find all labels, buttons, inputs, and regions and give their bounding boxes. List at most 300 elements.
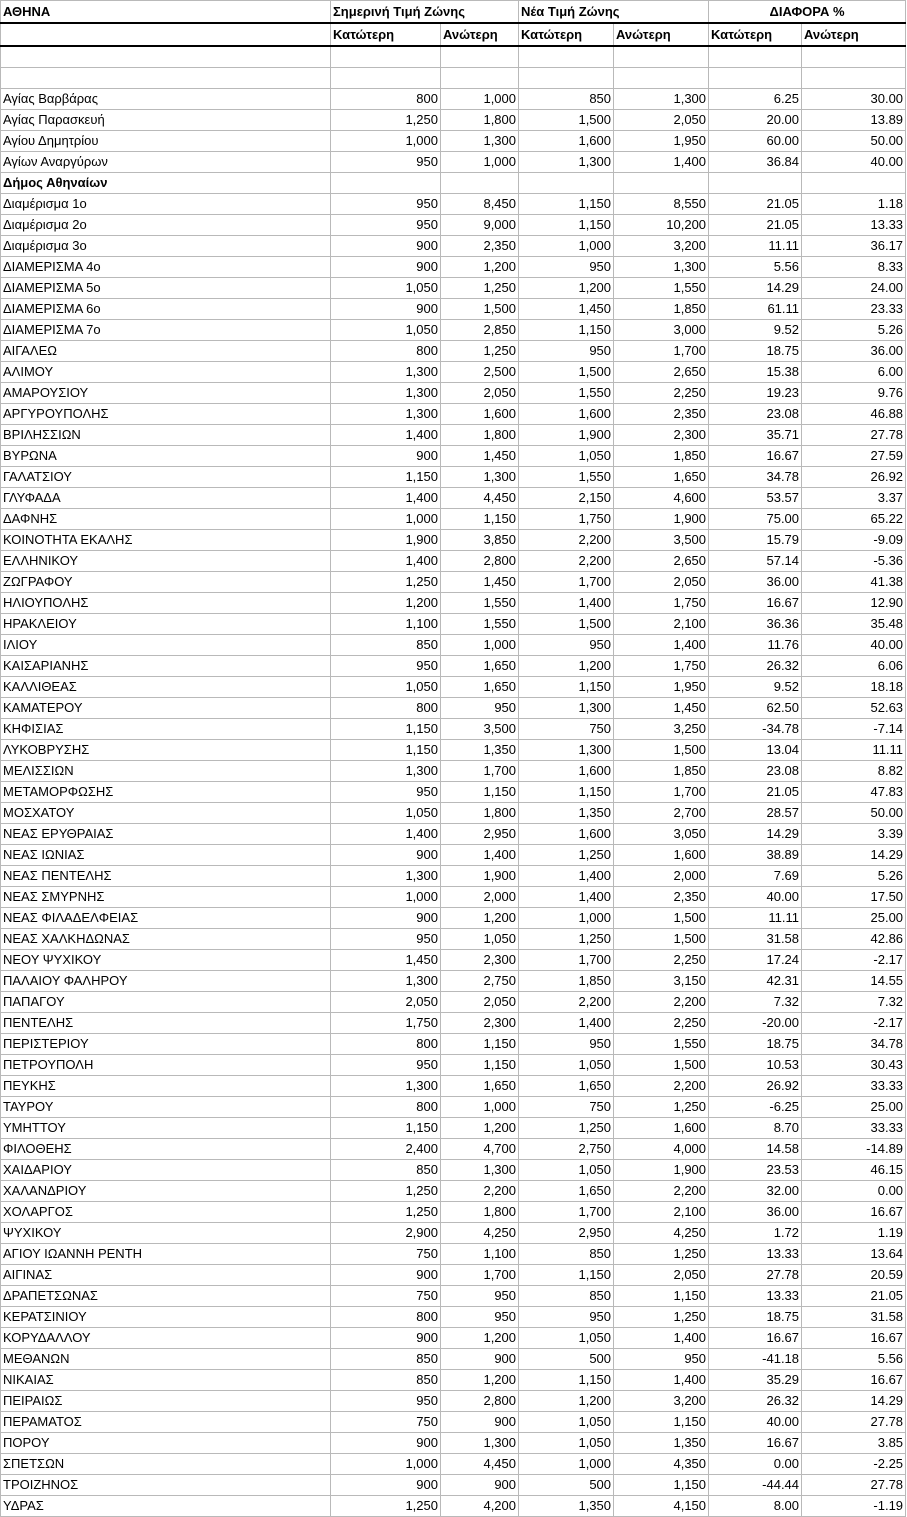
current-upper-cell <box>441 173 519 194</box>
table-row <box>1 1412 906 1433</box>
area-name-cell: ΚΑΜΑΤΕΡΟΥ <box>1 698 331 719</box>
current-upper-cell: 900 <box>441 1349 519 1370</box>
area-name-cell: ΑΓΙΟΥ ΙΩΑΝΝΗ ΡΕΝΤΗ <box>1 1244 331 1265</box>
diff-upper-cell: 13.33 <box>802 215 906 236</box>
diff-upper-cell: 11.11 <box>802 740 906 761</box>
new-upper-cell: 2,200 <box>614 1181 709 1202</box>
new-upper-cell: 2,700 <box>614 803 709 824</box>
current-upper-cell: 1,200 <box>441 1328 519 1349</box>
current-lower-cell: 750 <box>331 1412 441 1433</box>
area-name-cell: Διαμέρισμα 2ο <box>1 215 331 236</box>
current-upper-cell: 900 <box>441 1412 519 1433</box>
table-row <box>1 1202 906 1223</box>
diff-lower-cell: 21.05 <box>709 215 802 236</box>
table-row <box>1 1475 906 1496</box>
table-row <box>1 866 906 887</box>
new-lower-cell: 1,700 <box>519 1202 614 1223</box>
difference-header: ΔΙΑΦΟΡΑ % <box>709 1 906 24</box>
table-row <box>1 446 906 467</box>
diff-lower-cell: 36.00 <box>709 1202 802 1223</box>
diff-lower-cell: 53.57 <box>709 488 802 509</box>
area-name-cell: ΔΡΑΠΕΤΣΩΝΑΣ <box>1 1286 331 1307</box>
diff-lower-cell: 27.78 <box>709 1265 802 1286</box>
new-upper-cell: 3,150 <box>614 971 709 992</box>
table-row <box>1 824 906 845</box>
new-lower-cell: 1,150 <box>519 194 614 215</box>
table-row <box>1 509 906 530</box>
diff-upper-cell: 27.78 <box>802 1412 906 1433</box>
diff-upper-cell: 50.00 <box>802 131 906 152</box>
diff-upper-cell <box>802 46 906 68</box>
new-upper-cell: 1,900 <box>614 509 709 530</box>
new-upper-cell: 1,700 <box>614 341 709 362</box>
table-row <box>1 488 906 509</box>
diff-lower-cell <box>709 68 802 89</box>
area-name-cell: ΚΕΡΑΤΣΙΝΙΟΥ <box>1 1307 331 1328</box>
new-upper-cell: 1,550 <box>614 1034 709 1055</box>
table-row <box>1 404 906 425</box>
area-name-cell: Αγίων Αναργύρων <box>1 152 331 173</box>
current-upper-cell: 1,000 <box>441 152 519 173</box>
table-row <box>1 383 906 404</box>
current-upper-cell: 2,300 <box>441 1013 519 1034</box>
area-name-cell: ΛΥΚΟΒΡΥΣΗΣ <box>1 740 331 761</box>
area-name-cell: ΖΩΓΡΑΦΟΥ <box>1 572 331 593</box>
diff-lower-cell: 13.33 <box>709 1244 802 1265</box>
current-lower-cell: 850 <box>331 635 441 656</box>
current-lower-cell: 1,450 <box>331 950 441 971</box>
current-lower-cell: 900 <box>331 299 441 320</box>
current-lower-cell: 750 <box>331 1286 441 1307</box>
current-lower-cell: 950 <box>331 782 441 803</box>
table-row <box>1 698 906 719</box>
diff-upper-cell: 23.33 <box>802 299 906 320</box>
new-lower-cell: 1,750 <box>519 509 614 530</box>
diff-lower-header: Κατώτερη <box>709 23 802 46</box>
current-upper-cell: 1,800 <box>441 425 519 446</box>
area-name-cell: ΠΕΥΚΗΣ <box>1 1076 331 1097</box>
area-name-cell: ΚΑΙΣΑΡΙΑΝΗΣ <box>1 656 331 677</box>
current-lower-cell: 800 <box>331 341 441 362</box>
current-upper-cell: 1,650 <box>441 656 519 677</box>
table-row <box>1 110 906 131</box>
current-upper-cell: 2,050 <box>441 992 519 1013</box>
new-upper-cell: 1,250 <box>614 1307 709 1328</box>
new-upper-cell: 4,600 <box>614 488 709 509</box>
diff-lower-cell: 14.58 <box>709 1139 802 1160</box>
table-row <box>1 152 906 173</box>
current-lower-cell: 950 <box>331 1055 441 1076</box>
diff-upper-cell: -9.09 <box>802 530 906 551</box>
diff-upper-cell: 46.88 <box>802 404 906 425</box>
diff-lower-cell: 75.00 <box>709 509 802 530</box>
current-lower-header: Κατώτερη <box>331 23 441 46</box>
diff-lower-cell: 9.52 <box>709 320 802 341</box>
diff-lower-cell: 13.04 <box>709 740 802 761</box>
current-upper-cell: 4,200 <box>441 1496 519 1517</box>
new-upper-cell: 1,400 <box>614 1370 709 1391</box>
new-upper-cell: 2,250 <box>614 383 709 404</box>
diff-lower-cell: 16.67 <box>709 593 802 614</box>
diff-upper-cell: 47.83 <box>802 782 906 803</box>
current-upper-cell: 1,500 <box>441 299 519 320</box>
current-lower-cell: 900 <box>331 845 441 866</box>
new-lower-cell: 1,150 <box>519 320 614 341</box>
new-upper-cell: 1,550 <box>614 278 709 299</box>
diff-upper-cell: 46.15 <box>802 1160 906 1181</box>
new-upper-cell: 1,150 <box>614 1412 709 1433</box>
diff-lower-cell: 31.58 <box>709 929 802 950</box>
new-upper-header: Ανώτερη <box>614 23 709 46</box>
diff-upper-cell: 50.00 <box>802 803 906 824</box>
diff-lower-cell: 18.75 <box>709 1307 802 1328</box>
diff-lower-cell: 26.92 <box>709 1076 802 1097</box>
new-lower-cell: 1,600 <box>519 824 614 845</box>
new-lower-cell: 950 <box>519 341 614 362</box>
area-name-cell: ΣΠΕΤΣΩΝ <box>1 1454 331 1475</box>
current-upper-cell: 1,200 <box>441 1370 519 1391</box>
current-upper-cell: 3,500 <box>441 719 519 740</box>
diff-upper-cell: 14.55 <box>802 971 906 992</box>
table-row <box>1 614 906 635</box>
diff-lower-cell: 11.11 <box>709 908 802 929</box>
area-name-cell: ΑΙΓΑΛΕΩ <box>1 341 331 362</box>
current-upper-cell: 1,600 <box>441 404 519 425</box>
current-lower-cell: 950 <box>331 1391 441 1412</box>
current-upper-cell: 4,450 <box>441 488 519 509</box>
diff-upper-cell: -1.19 <box>802 1496 906 1517</box>
diff-lower-cell: 21.05 <box>709 782 802 803</box>
new-lower-cell: 1,350 <box>519 1496 614 1517</box>
current-upper-cell: 2,000 <box>441 887 519 908</box>
table-row <box>1 1076 906 1097</box>
current-lower-cell: 900 <box>331 1433 441 1454</box>
diff-lower-cell: 36.84 <box>709 152 802 173</box>
area-name-cell: ΥΜΗΤΤΟΥ <box>1 1118 331 1139</box>
diff-upper-cell: 27.78 <box>802 1475 906 1496</box>
blank-row <box>1 68 906 89</box>
new-upper-cell: 1,700 <box>614 782 709 803</box>
current-lower-cell: 2,050 <box>331 992 441 1013</box>
new-lower-cell: 2,150 <box>519 488 614 509</box>
area-name-cell: ΜΟΣΧΑΤΟΥ <box>1 803 331 824</box>
current-lower-cell: 1,050 <box>331 278 441 299</box>
table-row <box>1 677 906 698</box>
new-upper-cell: 3,000 <box>614 320 709 341</box>
new-lower-cell: 1,500 <box>519 614 614 635</box>
area-name-cell: ΝΕΑΣ ΙΩΝΙΑΣ <box>1 845 331 866</box>
current-lower-cell: 1,150 <box>331 467 441 488</box>
new-upper-cell: 950 <box>614 1349 709 1370</box>
current-lower-cell: 900 <box>331 908 441 929</box>
current-lower-cell: 900 <box>331 1265 441 1286</box>
current-lower-cell: 1,050 <box>331 677 441 698</box>
current-upper-cell: 2,050 <box>441 383 519 404</box>
current-lower-cell: 1,300 <box>331 362 441 383</box>
new-lower-cell: 2,200 <box>519 551 614 572</box>
current-lower-cell: 950 <box>331 929 441 950</box>
diff-lower-cell: 26.32 <box>709 1391 802 1412</box>
header-row-groups <box>1 1 906 24</box>
new-upper-cell <box>614 68 709 89</box>
area-name-cell: ΜΕΘΑΝΩΝ <box>1 1349 331 1370</box>
diff-upper-cell: 24.00 <box>802 278 906 299</box>
table-row <box>1 1307 906 1328</box>
new-lower-cell: 2,200 <box>519 530 614 551</box>
new-lower-cell: 1,200 <box>519 278 614 299</box>
diff-upper-cell: 9.76 <box>802 383 906 404</box>
current-upper-cell: 1,150 <box>441 509 519 530</box>
table-row <box>1 1181 906 1202</box>
current-upper-cell: 1,300 <box>441 131 519 152</box>
current-upper-cell: 4,700 <box>441 1139 519 1160</box>
current-upper-cell: 1,200 <box>441 257 519 278</box>
new-lower-cell: 1,500 <box>519 110 614 131</box>
diff-lower-cell: -41.18 <box>709 1349 802 1370</box>
new-lower-cell: 1,150 <box>519 1265 614 1286</box>
new-lower-cell: 1,150 <box>519 215 614 236</box>
table-row <box>1 971 906 992</box>
current-lower-cell: 1,400 <box>331 425 441 446</box>
diff-lower-cell: 42.31 <box>709 971 802 992</box>
new-lower-cell: 1,600 <box>519 761 614 782</box>
current-lower-cell: 1,250 <box>331 110 441 131</box>
area-name-cell: ΝΕΑΣ ΠΕΝΤΕΛΗΣ <box>1 866 331 887</box>
new-lower-cell: 1,150 <box>519 782 614 803</box>
current-upper-cell: 1,550 <box>441 614 519 635</box>
current-lower-cell: 1,050 <box>331 803 441 824</box>
diff-upper-cell: 40.00 <box>802 152 906 173</box>
table-row <box>1 1013 906 1034</box>
table-row <box>1 1286 906 1307</box>
new-upper-cell: 2,200 <box>614 1076 709 1097</box>
diff-upper-cell: 42.86 <box>802 929 906 950</box>
current-lower-cell: 1,000 <box>331 887 441 908</box>
new-upper-cell: 1,500 <box>614 1055 709 1076</box>
area-name-cell: ΜΕΛΙΣΣΙΩΝ <box>1 761 331 782</box>
new-upper-cell: 1,150 <box>614 1286 709 1307</box>
new-upper-cell: 8,550 <box>614 194 709 215</box>
table-row <box>1 1454 906 1475</box>
new-lower-cell: 2,750 <box>519 1139 614 1160</box>
table-row <box>1 845 906 866</box>
diff-upper-cell: 6.00 <box>802 362 906 383</box>
diff-upper-cell: 36.17 <box>802 236 906 257</box>
diff-upper-cell: 20.59 <box>802 1265 906 1286</box>
table-row <box>1 236 906 257</box>
table-row <box>1 131 906 152</box>
current-upper-cell: 1,550 <box>441 593 519 614</box>
new-lower-cell: 500 <box>519 1349 614 1370</box>
new-lower-cell: 1,050 <box>519 446 614 467</box>
area-name-cell: ΔΙΑΜΕΡΙΣΜΑ 7ο <box>1 320 331 341</box>
new-lower-cell: 1,250 <box>519 929 614 950</box>
current-upper-cell <box>441 46 519 68</box>
current-lower-cell: 1,300 <box>331 761 441 782</box>
diff-lower-cell: 16.67 <box>709 1433 802 1454</box>
table-row <box>1 1118 906 1139</box>
current-lower-cell: 1,900 <box>331 530 441 551</box>
table-row <box>1 1139 906 1160</box>
table-row <box>1 1244 906 1265</box>
diff-upper-cell: -14.89 <box>802 1139 906 1160</box>
new-lower-cell: 750 <box>519 719 614 740</box>
diff-upper-cell: 6.06 <box>802 656 906 677</box>
diff-lower-cell: 16.67 <box>709 446 802 467</box>
diff-lower-cell: 35.71 <box>709 425 802 446</box>
new-lower-cell: 1,050 <box>519 1328 614 1349</box>
diff-lower-cell: -20.00 <box>709 1013 802 1034</box>
diff-upper-cell: -2.17 <box>802 950 906 971</box>
new-lower-cell: 950 <box>519 1034 614 1055</box>
diff-upper-cell: 33.33 <box>802 1076 906 1097</box>
current-lower-cell: 1,150 <box>331 1118 441 1139</box>
new-upper-cell <box>614 46 709 68</box>
diff-lower-cell: 11.11 <box>709 236 802 257</box>
diff-lower-cell: 36.00 <box>709 572 802 593</box>
diff-upper-cell: 31.58 <box>802 1307 906 1328</box>
area-name-cell: ΨΥΧΙΚΟΥ <box>1 1223 331 1244</box>
new-lower-cell: 1,250 <box>519 1118 614 1139</box>
area-name-cell: ΧΟΛΑΡΓΟΣ <box>1 1202 331 1223</box>
new-upper-cell: 1,600 <box>614 845 709 866</box>
new-lower-cell: 1,850 <box>519 971 614 992</box>
new-lower-cell: 1,650 <box>519 1181 614 1202</box>
current-upper-cell: 1,800 <box>441 803 519 824</box>
current-lower-cell: 1,300 <box>331 971 441 992</box>
new-lower-cell: 1,200 <box>519 656 614 677</box>
table-row <box>1 908 906 929</box>
diff-lower-cell: -44.44 <box>709 1475 802 1496</box>
table-row <box>1 1034 906 1055</box>
diff-upper-cell: 1.18 <box>802 194 906 215</box>
diff-lower-cell: 57.14 <box>709 551 802 572</box>
area-name-cell: ΝΕΑΣ ΧΑΛΚΗΔΩΝΑΣ <box>1 929 331 950</box>
current-lower-cell <box>331 46 441 68</box>
new-upper-cell: 2,300 <box>614 425 709 446</box>
current-lower-cell: 950 <box>331 152 441 173</box>
new-upper-cell: 10,200 <box>614 215 709 236</box>
new-lower-cell: 1,050 <box>519 1412 614 1433</box>
area-name-cell: ΒΡΙΛΗΣΣΙΩΝ <box>1 425 331 446</box>
table-row <box>1 194 906 215</box>
table-row <box>1 950 906 971</box>
table-row <box>1 593 906 614</box>
table-row <box>1 530 906 551</box>
table-row <box>1 362 906 383</box>
current-zone-header: Σημερινή Τιμή Ζώνης <box>331 1 519 24</box>
diff-lower-cell: 19.23 <box>709 383 802 404</box>
diff-upper-cell: 12.90 <box>802 593 906 614</box>
area-name-cell: ΠΕΡΑΜΑΤΟΣ <box>1 1412 331 1433</box>
current-lower-cell: 2,400 <box>331 1139 441 1160</box>
table-row <box>1 803 906 824</box>
diff-lower-cell: 28.57 <box>709 803 802 824</box>
current-upper-cell <box>441 68 519 89</box>
table-row <box>1 1223 906 1244</box>
current-upper-cell: 1,150 <box>441 1034 519 1055</box>
new-lower-cell: 1,150 <box>519 1370 614 1391</box>
new-lower-cell: 1,400 <box>519 1013 614 1034</box>
new-upper-cell: 1,300 <box>614 257 709 278</box>
new-lower-cell: 1,300 <box>519 152 614 173</box>
new-lower-cell: 1,150 <box>519 677 614 698</box>
new-lower-cell: 1,000 <box>519 1454 614 1475</box>
diff-upper-cell <box>802 173 906 194</box>
area-name-cell: ΕΛΛΗΝΙΚΟΥ <box>1 551 331 572</box>
new-lower-cell <box>519 46 614 68</box>
blank-row <box>1 46 906 68</box>
diff-lower-cell: 16.67 <box>709 1328 802 1349</box>
area-name-cell: ΚΟΙΝΟΤΗΤΑ ΕΚΑΛΗΣ <box>1 530 331 551</box>
current-upper-cell: 1,200 <box>441 1118 519 1139</box>
new-lower-header: Κατώτερη <box>519 23 614 46</box>
new-lower-cell: 1,400 <box>519 866 614 887</box>
diff-lower-cell: 62.50 <box>709 698 802 719</box>
new-upper-cell: 1,400 <box>614 152 709 173</box>
table-row <box>1 551 906 572</box>
table-row <box>1 656 906 677</box>
new-upper-cell: 1,350 <box>614 1433 709 1454</box>
diff-upper-cell: 25.00 <box>802 908 906 929</box>
diff-lower-cell: 5.56 <box>709 257 802 278</box>
current-upper-cell: 1,300 <box>441 1160 519 1181</box>
current-upper-header: Ανώτερη <box>441 23 519 46</box>
new-upper-cell: 1,850 <box>614 761 709 782</box>
new-lower-cell: 1,650 <box>519 1076 614 1097</box>
diff-upper-cell: 18.18 <box>802 677 906 698</box>
area-name-cell: ΥΔΡΑΣ <box>1 1496 331 1517</box>
current-upper-cell: 2,300 <box>441 950 519 971</box>
new-upper-cell: 1,650 <box>614 467 709 488</box>
diff-upper-cell: 36.00 <box>802 341 906 362</box>
table-row <box>1 572 906 593</box>
current-upper-cell: 2,350 <box>441 236 519 257</box>
new-upper-cell: 3,500 <box>614 530 709 551</box>
current-lower-cell <box>331 173 441 194</box>
diff-upper-cell: 40.00 <box>802 635 906 656</box>
area-name-cell: ΠΕΤΡΟΥΠΟΛΗ <box>1 1055 331 1076</box>
current-upper-cell: 2,800 <box>441 1391 519 1412</box>
new-lower-cell: 1,050 <box>519 1433 614 1454</box>
new-lower-cell: 750 <box>519 1097 614 1118</box>
current-upper-cell: 1,300 <box>441 1433 519 1454</box>
current-lower-cell: 1,000 <box>331 131 441 152</box>
new-lower-cell: 1,450 <box>519 299 614 320</box>
current-lower-cell: 750 <box>331 1244 441 1265</box>
current-upper-cell: 1,800 <box>441 1202 519 1223</box>
new-upper-cell: 1,850 <box>614 446 709 467</box>
current-lower-cell: 1,200 <box>331 593 441 614</box>
current-upper-cell: 1,350 <box>441 740 519 761</box>
new-lower-cell: 1,600 <box>519 404 614 425</box>
diff-upper-cell: 21.05 <box>802 1286 906 1307</box>
area-name-cell: ΚΗΦΙΣΙΑΣ <box>1 719 331 740</box>
diff-upper-cell: 16.67 <box>802 1328 906 1349</box>
new-upper-cell: 1,450 <box>614 698 709 719</box>
new-upper-cell: 1,900 <box>614 1160 709 1181</box>
area-name-cell: ΠΟΡΟΥ <box>1 1433 331 1454</box>
diff-upper-cell: 30.00 <box>802 89 906 110</box>
diff-upper-cell: 26.92 <box>802 467 906 488</box>
current-lower-cell: 1,000 <box>331 1454 441 1475</box>
area-name-cell: ΑΜΑΡΟΥΣΙΟΥ <box>1 383 331 404</box>
area-name-cell: ΠΕΝΤΕΛΗΣ <box>1 1013 331 1034</box>
area-name-cell: ΠΕΙΡΑΙΩΣ <box>1 1391 331 1412</box>
current-upper-cell: 1,000 <box>441 89 519 110</box>
area-name-cell: ΝΕΑΣ ΦΙΛΑΔΕΛΦΕΙΑΣ <box>1 908 331 929</box>
new-upper-cell: 3,250 <box>614 719 709 740</box>
